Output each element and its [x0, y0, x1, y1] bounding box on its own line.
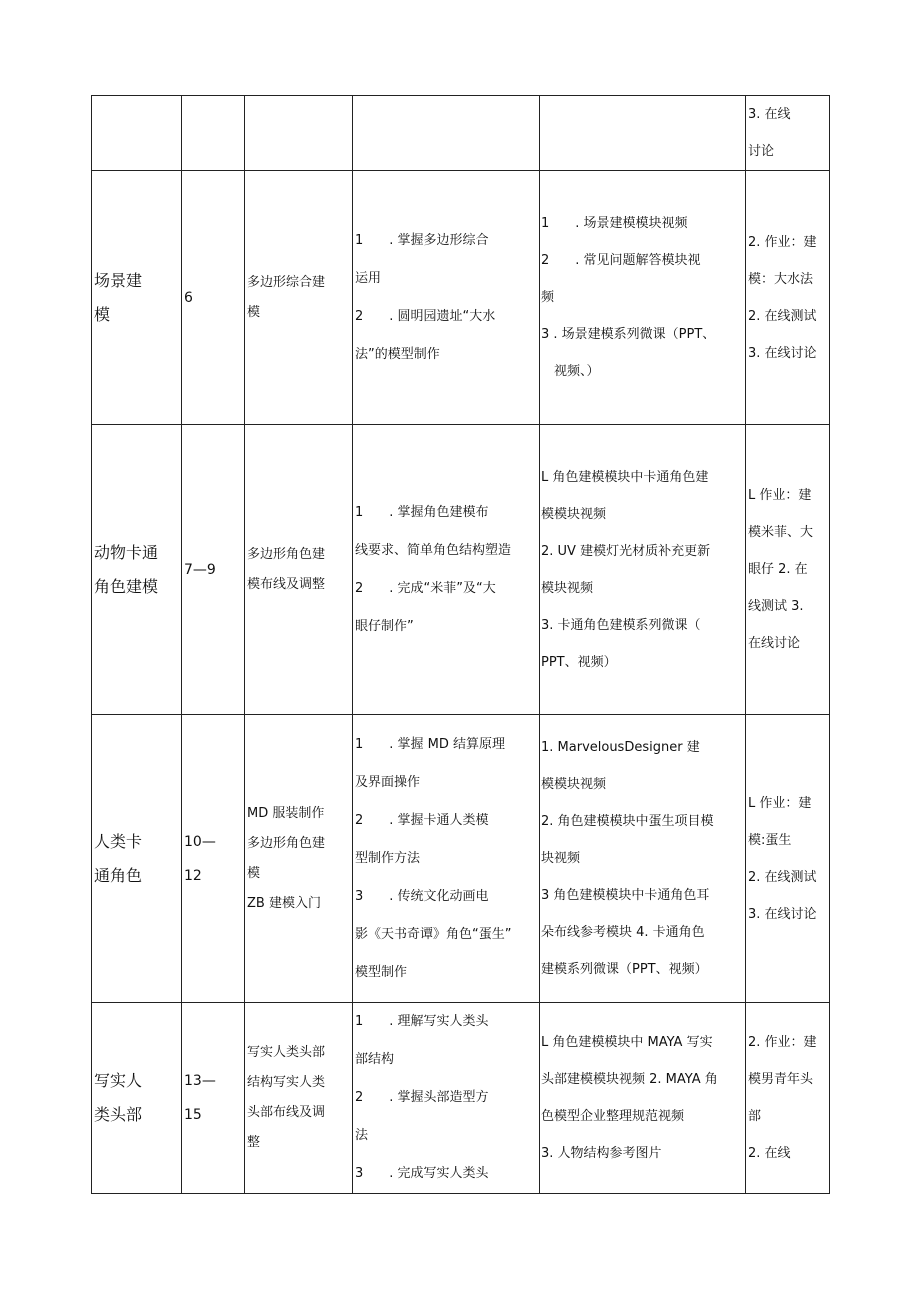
cell-line: 频	[541, 290, 555, 305]
table-row	[92, 425, 830, 715]
cell-line: 2 . 常见问题解答模块视	[541, 253, 701, 268]
cell-line: 朵布线参考模块 4. 卡通角色	[541, 925, 705, 940]
cell-line: 模型制作	[355, 964, 408, 980]
week-cell	[182, 96, 245, 171]
objectives-cell	[353, 715, 540, 1003]
cell-line: 10—	[184, 833, 216, 850]
cell-line: 15	[184, 1107, 202, 1123]
cell-line: 3. 卡通角色建模系列微课（	[541, 617, 701, 633]
cell-line: 型制作方法	[355, 850, 421, 866]
cell-line: 6	[184, 289, 193, 306]
cell-line: 写实人类头部	[247, 1045, 326, 1060]
cell-line: 模	[94, 304, 111, 324]
cell-line: 写实人	[94, 1071, 143, 1090]
cell-line: 模:蛋生	[748, 832, 792, 848]
cell-line: 3 . 传统文化动画电	[355, 888, 489, 904]
cell-line: 讨论	[748, 144, 775, 159]
teaching-content-cell	[245, 425, 353, 715]
cell-line: 多边形角色建	[247, 835, 326, 851]
cell-line: 1 . 场景建模模块视频	[541, 216, 688, 231]
cell-line: L 作业：建	[748, 488, 812, 503]
cell-line: 头部建模模块视频 2. MAYA 角	[541, 1072, 718, 1087]
week-cell	[182, 425, 245, 715]
cell-line: 模	[247, 865, 261, 881]
cell-line: PPT、视频）	[541, 654, 617, 670]
objectives-cell	[353, 96, 540, 171]
cell-line: 2. 作业：建	[748, 1035, 817, 1050]
cell-line: 2 . 掌握卡通人类模	[355, 812, 489, 828]
tasks-cell	[746, 1003, 830, 1194]
cell-line: 整	[247, 1135, 261, 1150]
cell-line: 3. 在线讨论	[748, 345, 817, 361]
cell-line: 2. UV 建模灯光材质补充更新	[541, 543, 711, 559]
table-row	[92, 96, 830, 171]
tasks-cell	[746, 715, 830, 1003]
resources-cell	[540, 96, 746, 171]
cell-line: 通角色	[94, 865, 143, 885]
cell-line: 2. 在线测试	[748, 308, 817, 324]
cell-line: 模块视频	[541, 580, 594, 596]
cell-line: 2. 角色建模模块中蛋生项目模	[541, 814, 714, 829]
cell-line: 1 . 理解写实人类头	[355, 1014, 489, 1029]
cell-line: 3 角色建模模块中卡通角色耳	[541, 888, 710, 903]
cell-line: 3. 人物结构参考图片	[541, 1146, 662, 1161]
cell-line: 块视频	[541, 851, 581, 866]
cell-line: 模：大水法	[748, 271, 814, 287]
cell-line: 模男青年头	[748, 1072, 814, 1087]
cell-line: 2. 在线测试	[748, 869, 817, 885]
cell-line: 及界面操作	[355, 774, 421, 790]
cell-line: 3. 在线	[748, 107, 791, 122]
cell-line: L 角色建模模块中 MAYA 写实	[541, 1035, 713, 1050]
cell-line: 类头部	[94, 1105, 143, 1124]
cell-line: 线测试 3.	[748, 599, 804, 614]
cell-line: 眼仔 2. 在	[748, 562, 808, 577]
cell-line: 模	[247, 304, 261, 320]
cell-line: 法”的模型制作	[355, 346, 440, 362]
cell-line: 3 . 场景建模系列微课（PPT、	[541, 327, 716, 342]
teaching-content-cell	[245, 171, 353, 425]
cell-line: 1 . 掌握角色建模布	[355, 504, 489, 520]
cell-line: 结构写实人类	[247, 1075, 326, 1090]
resources-cell	[540, 715, 746, 1003]
cell-line: 场景建	[94, 270, 143, 290]
cell-line: 多边形角色建	[247, 546, 326, 562]
cell-line: MD 服装制作	[247, 805, 325, 821]
cell-line: 运用	[355, 270, 382, 286]
cell-line: 部	[748, 1109, 762, 1124]
tasks-cell	[746, 96, 830, 171]
table-body	[92, 96, 830, 1194]
cell-line: 2 . 圆明园遗址“大水	[355, 308, 496, 324]
cell-line: 模模块视频	[541, 777, 607, 792]
cell-line: 1. MarvelousDesigner 建	[541, 740, 700, 755]
cell-line: L 角色建模模块中卡通角色建	[541, 469, 709, 485]
cell-line: 2 . 完成“米菲”及“大	[355, 580, 496, 596]
cell-line: 3. 在线讨论	[748, 906, 817, 922]
module-name-cell	[92, 96, 182, 171]
week-cell	[182, 171, 245, 425]
table-row	[92, 715, 830, 1003]
module-name-cell	[92, 171, 182, 425]
cell-line: 法	[355, 1128, 369, 1143]
course-schedule-table	[91, 95, 830, 1194]
objectives-cell	[353, 1003, 540, 1194]
cell-line: 动物卡通	[94, 542, 159, 562]
resources-cell	[540, 1003, 746, 1194]
tasks-cell	[746, 425, 830, 715]
cell-line: 线要求、简单角色结构塑造	[355, 542, 512, 558]
cell-line: 2 . 掌握头部造型方	[355, 1090, 489, 1105]
cell-line: 在线讨论	[748, 636, 801, 651]
week-cell	[182, 715, 245, 1003]
cell-line: 3 . 完成写实人类头	[355, 1166, 489, 1181]
cell-line: 2. 在线	[748, 1146, 791, 1161]
table-row	[92, 171, 830, 425]
cell-line: 模布线及调整	[247, 576, 326, 592]
cell-line: 建模系列微课（PPT、视频）	[541, 962, 708, 977]
objectives-cell	[353, 425, 540, 715]
cell-line: 多边形综合建	[247, 274, 326, 290]
cell-line: 13—	[184, 1073, 216, 1089]
cell-line: 12	[184, 867, 202, 884]
cell-line: 人类卡	[94, 831, 143, 851]
cell-line: 7—9	[184, 561, 216, 578]
cell-line: ZB 建模入门	[247, 895, 321, 911]
teaching-content-cell	[245, 96, 353, 171]
cell-line: 色模型企业整理规范视频	[541, 1109, 685, 1124]
cell-line: L 作业：建	[748, 795, 812, 811]
cell-line: 视频、）	[541, 364, 600, 379]
module-name-cell	[92, 425, 182, 715]
objectives-cell	[353, 171, 540, 425]
cell-line: 1 . 掌握 MD 结算原理	[355, 736, 506, 752]
cell-line: 影《天书奇谭》角色“蛋生”	[355, 926, 512, 942]
cell-line: 模模块视频	[541, 506, 607, 522]
module-name-cell	[92, 715, 182, 1003]
table-row	[92, 1003, 830, 1194]
cell-line: 模米菲、大	[748, 525, 814, 540]
module-name-cell	[92, 1003, 182, 1194]
tasks-cell	[746, 171, 830, 425]
week-cell	[182, 1003, 245, 1194]
cell-line: 2. 作业：建	[748, 234, 817, 250]
resources-cell	[540, 171, 746, 425]
cell-line: 部结构	[355, 1052, 395, 1067]
cell-line: 头部布线及调	[247, 1105, 326, 1120]
cell-line: 眼仔制作”	[355, 618, 414, 634]
resources-cell	[540, 425, 746, 715]
cell-line: 1 . 掌握多边形综合	[355, 232, 489, 248]
teaching-content-cell	[245, 1003, 353, 1194]
cell-line: 角色建模	[94, 576, 159, 596]
teaching-content-cell	[245, 715, 353, 1003]
